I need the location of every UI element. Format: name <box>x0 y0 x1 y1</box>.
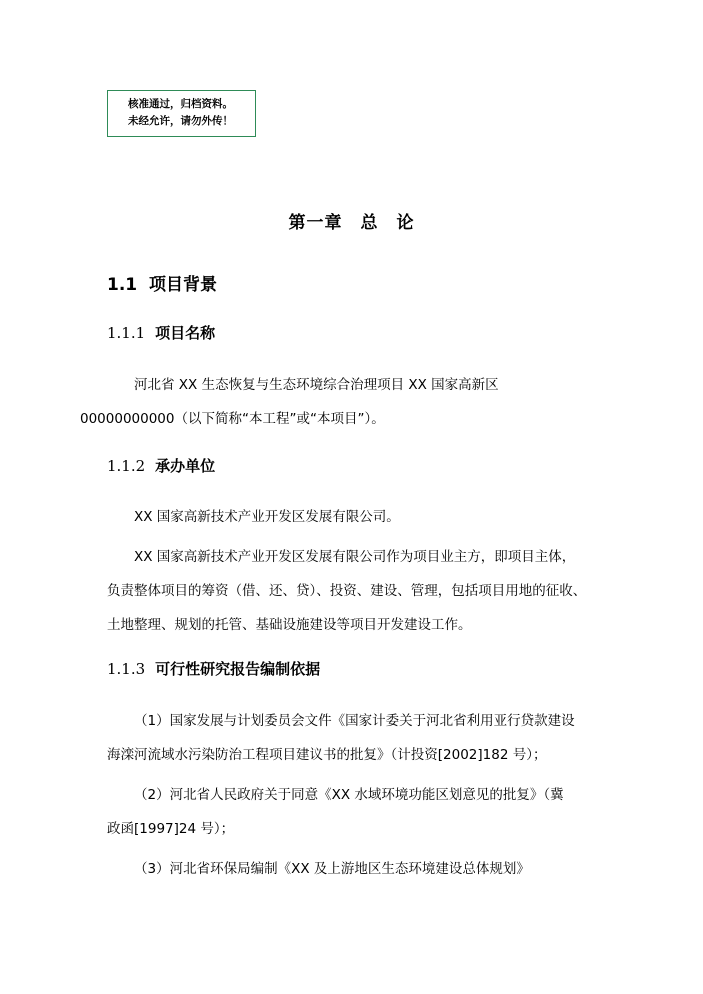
paragraph-line: XX 国家高新技术产业开发区发展有限公司作为项目业主方，即项目主体， <box>134 549 576 565</box>
project-name-paragraph <box>80 368 607 436</box>
subsection-heading-3 <box>107 658 320 679</box>
paragraph-line: 政函[1997]24 号）； <box>107 821 235 837</box>
subsection-number: 1.1.2 <box>107 457 146 475</box>
subsection-number: 1.1.3 <box>107 660 146 678</box>
stamp-line-2: 未经允许，请勿外传！ <box>128 115 233 127</box>
paragraph-line: XX 国家高新技术产业开发区发展有限公司。 <box>134 509 400 525</box>
basis-item-2 <box>107 778 607 846</box>
approval-stamp <box>107 90 256 137</box>
paragraph-line: 土地整理、规划的托管、基础设施建设等项目开发建设工作。 <box>107 617 472 633</box>
chapter-title: 第一章 总 论 <box>288 213 415 233</box>
subsection-number: 1.1.1 <box>107 324 146 342</box>
subsection-title: 承办单位 <box>155 457 216 475</box>
paragraph-line: 河北省 XX 生态恢复与生态环境综合治理项目 XX 国家高新区 <box>134 377 499 393</box>
paragraph-line: 负责整体项目的筹资（借、还、贷）、投资、建设、管理，包括项目用地的征收、 <box>107 583 587 599</box>
paragraph-line: （1）国家发展与计划委员会文件《国家计委关于河北省利用亚行贷款建设 <box>134 713 575 729</box>
paragraph-line: 00000000000（以下简称“本工程”或“本项目”）。 <box>80 411 385 427</box>
subsection-title: 项目名称 <box>155 324 216 342</box>
basis-item-1 <box>107 704 607 772</box>
section-number: 1.1 <box>107 275 138 295</box>
section-heading <box>107 270 217 295</box>
paragraph-line: （2）河北省人民政府关于同意《XX 水域环境功能区划意见的批复》（冀 <box>134 787 564 803</box>
paragraph-line: 海滦河流域水污染防治工程项目建议书的批复》（计投资[2002]182 号）； <box>107 747 547 763</box>
subsection-heading-2 <box>107 455 215 476</box>
organizer-paragraph-2 <box>107 540 607 642</box>
basis-item-3 <box>107 852 607 886</box>
organizer-paragraph-1 <box>107 500 607 534</box>
subsection-title: 可行性研究报告编制依据 <box>155 660 321 678</box>
paragraph-line: （3）河北省环保局编制《XX 及上游地区生态环境建设总体规划》 <box>134 861 530 877</box>
stamp-line-1: 核准通过，归档资料。 <box>128 98 233 110</box>
subsection-heading-1 <box>107 322 215 343</box>
section-title: 项目背景 <box>149 275 218 295</box>
